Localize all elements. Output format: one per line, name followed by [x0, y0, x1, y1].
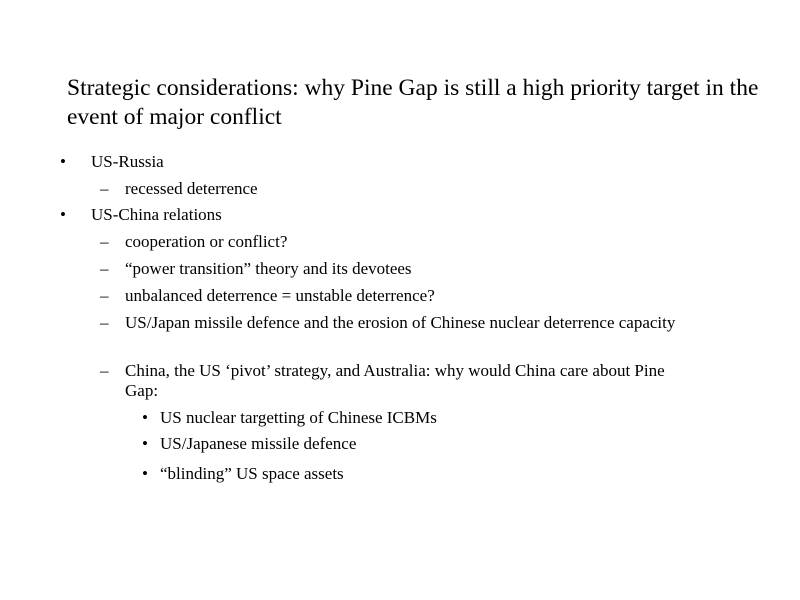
bullet-power-transition — [100, 259, 725, 279]
bullet-unbalanced-deterrence — [100, 286, 725, 306]
dash-marker: – — [100, 313, 109, 332]
bullet-pivot-strategy — [100, 361, 690, 401]
bullet-us-china-relations — [60, 205, 731, 225]
bullet-marker: • — [142, 464, 148, 483]
bullet-text: US-China relations — [91, 205, 222, 224]
dash-marker: – — [100, 286, 109, 305]
bullet-marker: • — [60, 152, 66, 171]
bullet-nuclear-targetting — [142, 408, 720, 428]
bullet-text: “power transition” theory and its devotees — [125, 259, 412, 278]
bullet-text: US-Russia — [91, 152, 164, 171]
bullet-missile-defence-erosion — [100, 313, 715, 333]
bullet-text: cooperation or conflict? — [125, 232, 288, 251]
bullet-text: US/Japanese missile defence — [160, 434, 357, 453]
bullet-blinding-space-assets — [142, 464, 720, 484]
bullet-text: recessed deterrence — [125, 179, 258, 198]
slide-title: Strategic considerations: why Pine Gap is still a high priority target in the event of major conflict — [67, 75, 759, 130]
dash-marker: – — [100, 179, 109, 198]
bullet-text: US nuclear targetting of Chinese ICBMs — [160, 408, 437, 427]
bullet-text: “blinding” US space assets — [160, 464, 344, 483]
bullet-marker: • — [60, 205, 66, 224]
bullet-text: unbalanced deterrence = unstable deterrence? — [125, 286, 435, 305]
bullet-marker: • — [142, 408, 148, 427]
bullet-text: China, the US ‘pivot’ strategy, and Australia: why would China care about Pine Gap: — [125, 361, 665, 400]
bullet-cooperation-or-conflict — [100, 232, 725, 252]
dash-marker: – — [100, 259, 109, 278]
bullet-marker: • — [142, 434, 148, 453]
bullet-text: US/Japan missile defence and the erosion of Chinese nuclear deterrence capacity — [125, 313, 676, 332]
bullet-us-russia — [60, 152, 731, 172]
bullet-recessed-deterrence — [100, 179, 725, 199]
dash-marker: – — [100, 361, 109, 380]
dash-marker: – — [100, 232, 109, 251]
bullet-japanese-missile-defence — [142, 434, 720, 454]
